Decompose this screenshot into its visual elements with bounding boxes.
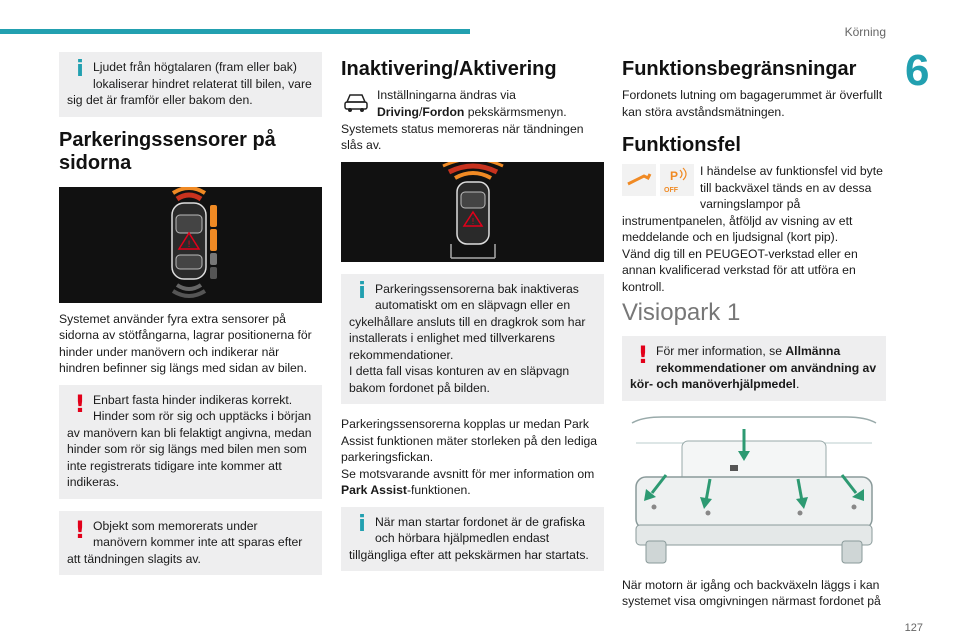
car-rear-sensors-icon	[341, 162, 604, 262]
malfunction-text-2: Vänd dig till en PEUGEOT-verkstad eller en annan kvalificerad verkstad för att utföra en kontroll.	[622, 246, 858, 294]
warning-icon: !	[637, 341, 649, 369]
header-accent-bar	[0, 29, 470, 34]
rear-sensors-illustration	[341, 162, 604, 262]
visiopark-body: När motorn är igång och backväxeln läggs i kan systemet visa omgivningen närmast fordonet på	[622, 577, 881, 608]
visiopark-warning-pre: För mer information, se	[656, 344, 786, 358]
warning-note-1-text: Enbart fasta hinder indikeras korrekt. Hinder som rör sig och upptäcks i början av manövern kan bli felaktigt angivna, medan hinder som rör sig längs med bilen men som inte registrerats tidigare inte kommer att indikeras.	[67, 392, 312, 489]
info-note	[59, 52, 322, 117]
chapter-number: 6	[905, 46, 930, 95]
warning-note-1	[59, 385, 322, 499]
settings-text-post: pekskärmsmenyn.	[464, 104, 567, 119]
column-2	[341, 52, 604, 583]
info-icon: i	[76, 57, 84, 82]
settings-text-sep: /	[418, 104, 423, 119]
park-assist-text-bold: Park Assist	[341, 483, 407, 497]
info-note-text: Ljudet från högtalaren (fram eller bak) lokaliserar hindret relaterat till bilen, vare sig det är framför eller bakom den.	[67, 60, 312, 107]
trailer-info-text-2: I detta fall visas konturen av en släpvagn bakom fordonet på bilden.	[349, 364, 570, 395]
visiopark-warning-post: .	[795, 377, 800, 391]
section-label: Körning	[844, 25, 886, 39]
off-label: OFF	[664, 187, 678, 194]
startup-info-text: När man startar fordonet är de grafiska och hörbara hjälpmedlen endast tillgängliga efter att pekskärmen har startats.	[349, 514, 589, 562]
malfunction-text-1: I händelse av funktionsfel vid byte till backväxel tänds en av dessa varningslampor på instrumentpanelen, åtföljd av visning av ett meddelande och en ljudsignal (kort pip).	[622, 164, 883, 244]
visiopark-warning-bold: Allmänna rekommendationer om användning av kör- och manöverhjälpmedel	[630, 344, 877, 391]
visiopark-heading: Visiopark 1	[622, 299, 741, 326]
svg-text:!: !	[471, 216, 475, 226]
limitations-heading: Funktionsbegränsningar	[622, 58, 857, 80]
warning-lamps	[622, 164, 694, 201]
park-assist-text-pre: Parkeringssensorerna kopplas ur medan Park Assist funktionen mäter storleken på den lediga parkeringsfickan. Se motsvarande avsnitt för mer information om	[341, 417, 598, 481]
svg-text:!: !	[187, 239, 191, 250]
warning-icon: !	[74, 389, 86, 418]
car-rear-camera-icon	[622, 413, 886, 569]
park-assist-text-post: -funktionen.	[406, 483, 471, 497]
malfunction-heading: Funktionsfel	[622, 134, 741, 156]
warning-icon: !	[74, 515, 86, 544]
status-text: Systemets status memoreras när tändningen slås av.	[341, 121, 584, 152]
park-assist-text	[341, 416, 604, 499]
settings-text-bold2: Fordon	[422, 104, 465, 119]
trailer-info-text: Parkeringssensorerna bak inaktiveras automatiskt om en släpvagn eller en cykelhållare ansluts till en dragkrok som har installerats i enlighet med tillverkarens rekommendationer.	[349, 281, 586, 362]
startup-info-note	[341, 507, 604, 572]
car-settings-icon	[341, 88, 371, 121]
parking-icon: P	[670, 169, 679, 183]
page-number: 127	[904, 622, 923, 634]
malfunction-text	[622, 163, 886, 246]
side-sensors-body: Systemet använder fyra extra sensorer på sidorna av stötfångarna, lagrar positionerna för hinder under manövern och indikerar när hindren befinner sig längs med sidan av bilen.	[59, 311, 312, 375]
side-sensors-illustration	[59, 187, 322, 303]
visiopark-warning-note	[622, 336, 886, 401]
settings-text	[341, 87, 604, 120]
info-icon: i	[358, 278, 366, 304]
car-side-sensors-icon	[59, 187, 322, 303]
trailer-info-note	[341, 274, 604, 405]
warning-note-2	[59, 511, 322, 576]
limitations-body: Fordonets lutning om bagagerummet är överfullt kan störa avståndsmätningen.	[622, 88, 883, 119]
settings-text-bold: Driving	[377, 104, 419, 119]
info-icon: i	[358, 511, 366, 537]
side-sensors-heading: Parkeringssensorer på sidorna	[59, 128, 276, 174]
column-1	[59, 52, 322, 587]
column-3	[622, 52, 886, 616]
deactivation-heading: Inaktivering/Aktivering	[341, 58, 557, 80]
rear-camera-illustration	[622, 413, 886, 569]
settings-text-pre: Inställningarna ändras via	[377, 88, 516, 102]
warning-note-2-text: Objekt som memorerats under manövern kommer inte att sparas efter att tändningen slagits av.	[67, 518, 303, 566]
